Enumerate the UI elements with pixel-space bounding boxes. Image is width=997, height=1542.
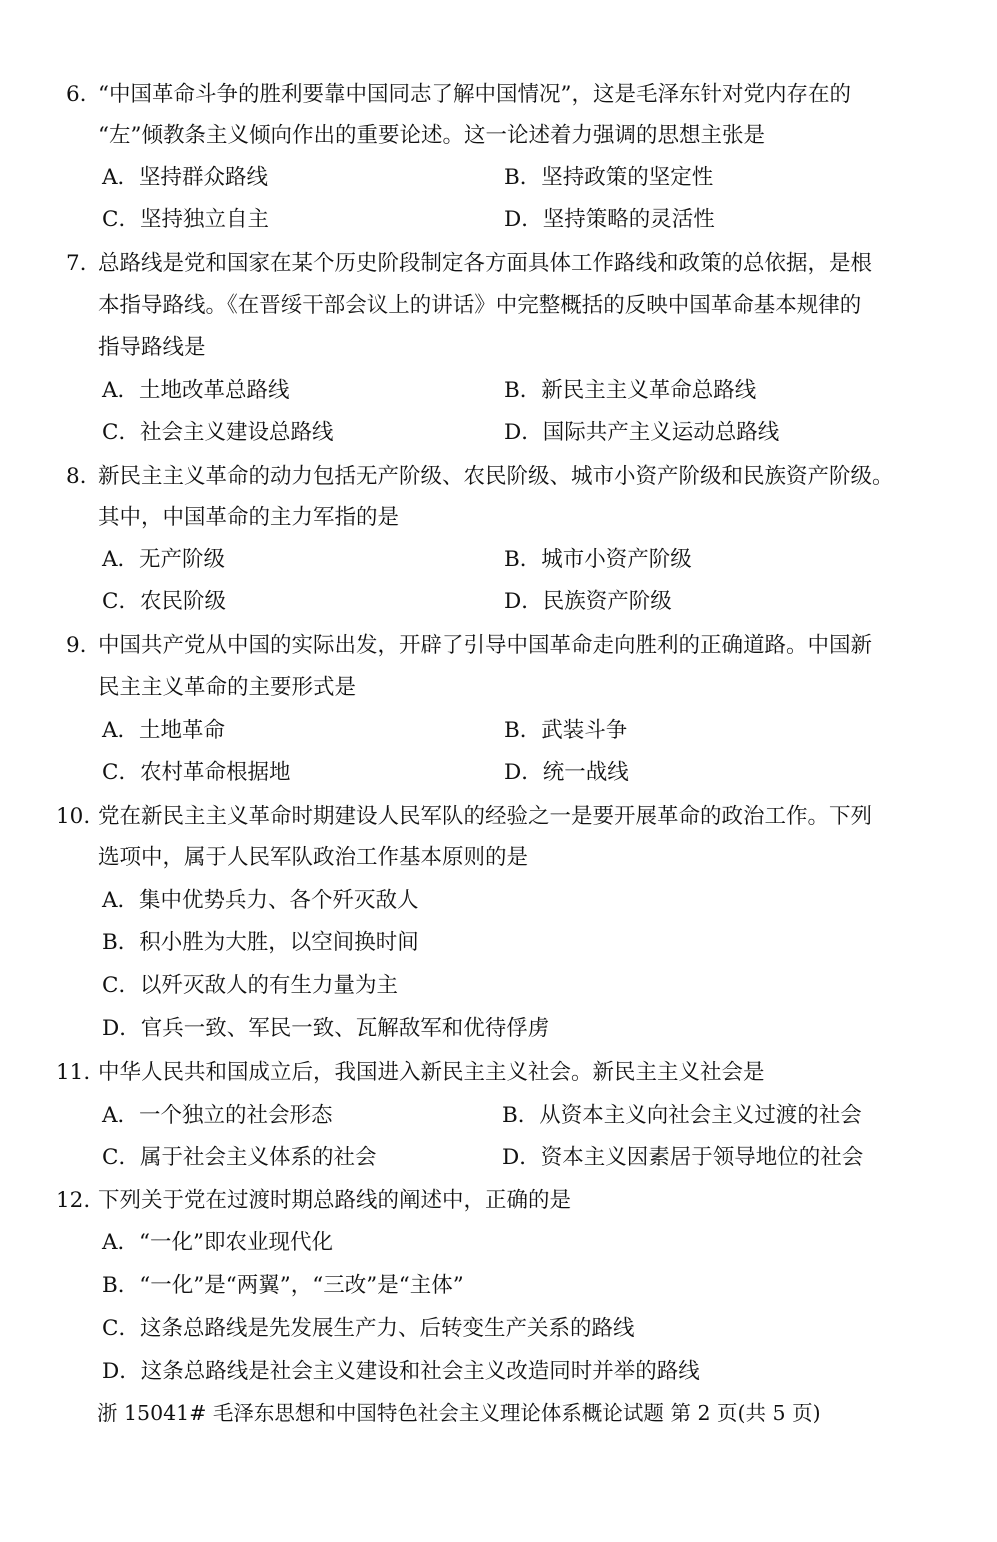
option-c: C．属于社会主义体系的社会 [102,1145,377,1170]
option-b: B．积小胜为大胜，以空间换时间 [102,930,419,955]
question-number: 11. [56,1060,91,1085]
option-d: D．坚持策略的灵活性 [504,207,715,232]
question-stem-line: 党在新民主主义革命时期建设人民军队的经验之一是要开展革命的政治工作。下列 [98,804,873,829]
question-number: 9. [66,633,87,658]
option-d: D．国际共产主义运动总路线 [504,420,780,445]
option-d: D．统一战线 [504,760,629,785]
option-d: D．这条总路线是社会主义建设和社会主义改造同时并举的路线 [102,1359,700,1384]
question-number: 12. [56,1188,91,1213]
question-number: 7. [66,251,87,276]
question-stem-line: 中国共产党从中国的实际出发，开辟了引导中国革命走向胜利的正确道路。中国新 [98,633,873,658]
question-stem-line: 本指导路线。《在晋绥干部会议上的讲话》中完整概括的反映中国革命基本规律的 [98,293,862,318]
option-b: B．新民主主义革命总路线 [504,378,757,403]
option-c: C．以歼灭敌人的有生力量为主 [102,973,398,998]
option-a: A．土地革命 [102,718,226,743]
option-c: C．这条总路线是先发展生产力、后转变生产关系的路线 [102,1316,635,1341]
option-c: C．社会主义建设总路线 [102,420,334,445]
option-a: A．无产阶级 [102,547,226,572]
option-c: C．农村革命根据地 [102,760,291,785]
option-c: C．农民阶级 [102,589,226,614]
option-b: B．坚持政策的坚定性 [504,165,714,190]
question-stem-line: 指导路线是 [98,335,206,360]
question-stem-line: 选项中，属于人民军队政治工作基本原则的是 [98,845,529,870]
question-stem-line: 下列关于党在过渡时期总路线的阐述中，正确的是 [98,1188,572,1213]
option-a: A．“一化”即农业现代化 [102,1230,334,1255]
option-a: A．一个独立的社会形态 [102,1103,333,1128]
option-b: B．从资本主义向社会主义过渡的社会 [502,1103,862,1128]
question-stem-line: “中国革命斗争的胜利要靠中国同志了解中国情况”，这是毛泽东针对党内存在的 [98,82,851,107]
question-stem-line: “左”倾教条主义倾向作出的重要论述。这一论述着力强调的思想主张是 [98,123,765,148]
option-d: D．民族资产阶级 [504,589,672,614]
question-stem-line: 新民主主义革命的动力包括无产阶级、农民阶级、城市小资产阶级和民族资产阶级。 [98,464,894,489]
option-d: D．官兵一致、军民一致、瓦解敌军和优待俘虏 [102,1016,550,1041]
question-number: 6. [66,82,87,107]
option-a: A．土地改革总路线 [102,378,290,403]
question-number: 8. [66,464,87,489]
question-stem-line: 总路线是党和国家在某个历史阶段制定各方面具体工作路线和政策的总依据，是根 [98,251,873,276]
option-a: A．坚持群众路线 [102,165,269,190]
option-b: B．城市小资产阶级 [504,547,692,572]
option-b: B．“一化”是“两翼”，“三改”是“主体” [102,1273,464,1298]
option-d: D．资本主义因素居于领导地位的社会 [502,1145,864,1170]
option-b: B．武装斗争 [504,718,628,743]
question-stem-line: 民主主义革命的主要形式是 [98,675,357,700]
option-c: C．坚持独立自主 [102,207,269,232]
page-footer: 浙 15041# 毛泽东思想和中国特色社会主义理论体系概论试题 第 2 页(共 5 页) [97,1401,821,1425]
option-a: A．集中优势兵力、各个歼灭敌人 [102,888,419,913]
question-number: 10. [56,804,91,829]
question-stem-line: 其中，中国革命的主力军指的是 [98,505,400,530]
question-stem-line: 中华人民共和国成立后，我国进入新民主主义社会。新民主主义社会是 [98,1060,765,1085]
